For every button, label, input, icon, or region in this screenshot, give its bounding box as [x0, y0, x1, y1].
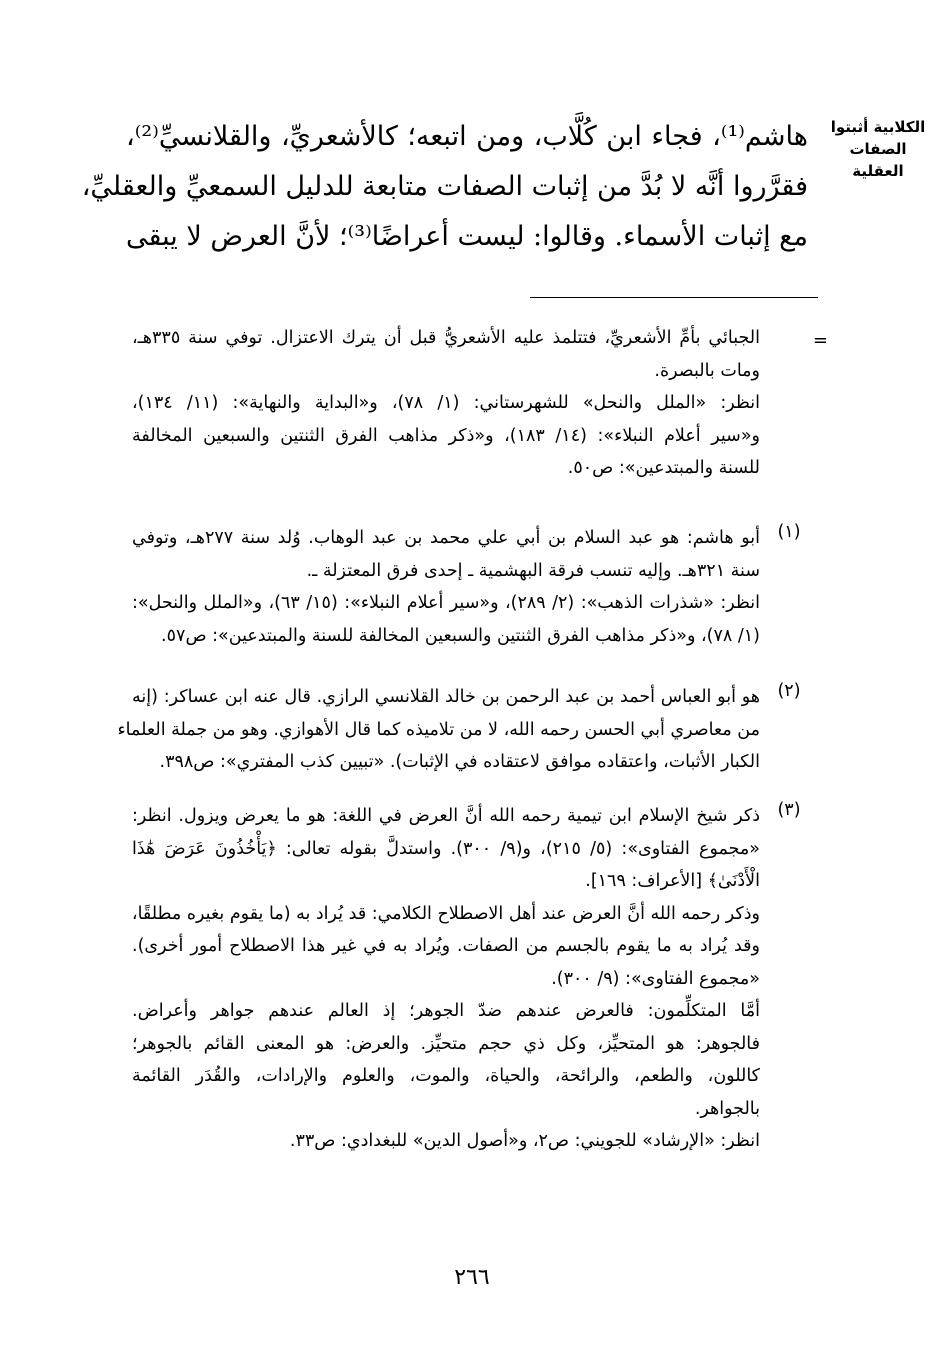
margin-note-line: الصفات العقلية: [849, 140, 907, 180]
continuation-marker: =: [812, 330, 828, 351]
footnote-line: فالجوهر: هو المتحيِّز، وكل ذي حجم متحيِّز. والعرض: هو المعنى القائم بالجوهر؛: [132, 1033, 760, 1054]
footnote-line: «مجموع الفتاوى»: (٥/ ٢١٥)، و(٩/ ٣٠٠). واستدلَّ بقوله تعالى: ﴿يَأْخُذُونَ عَرَضَ هَٰذَا: [132, 838, 761, 859]
footnote-line: «مجموع الفتاوى»: (٩/ ٣٠٠).: [551, 968, 760, 989]
main-text-line: هاشم⁽¹⁾، فجاء ابن كُلَّاب، ومن اتبعه؛ كالأشعريِّ، والقلانسيِّ⁽²⁾،: [126, 121, 808, 152]
footnote-line: للسنة والمبتدعين»: ص٥٠.: [567, 458, 760, 478]
footnote-number: (٢): [777, 681, 801, 701]
page-number: ٢٦٦: [454, 1265, 490, 1290]
footnote-separator: [530, 297, 818, 298]
footnote-line: و«سير أعلام النبلاء»: (١٤/ ١٨٣)، و«ذكر مذاهب الفرق الثنتين والسبعين المخالفة: [132, 425, 760, 446]
footnote-2: [117, 681, 760, 779]
footnote-number: (١): [777, 522, 801, 542]
footnote-line: الْأَدْنَىٰ﴾ [الأعراف: ١٦٩].: [585, 871, 760, 891]
footnote-line: كاللون، والطعم، والرائحة، والحياة، والموت، والعلوم والإرادات، والقُدَر القائمة: [132, 1066, 760, 1086]
footnote-line: الكبار الأثبات، واعتقاده موافق لاعتقاده في الإثبات). «تبيين كذب المفتري»: ص٣٩٨.: [159, 752, 760, 772]
footnote-line: ذكر شيخ الإسلام ابن تيمية رحمه الله أنَّ العرض في اللغة: هو ما يعرض ويزول. انظر:: [132, 806, 760, 826]
main-text-line: مع إثبات الأسماء. وقالوا: ليست أعراضًا⁽³⁾؛ لأنَّ العرض لا يبقى: [125, 221, 808, 252]
footnote-line: انظر: «الإرشاد» للجويني: ص٢، و«أصول الدين» للبغدادي: ص٣٣.: [289, 1131, 760, 1151]
margin-note: [830, 116, 926, 182]
footnote-continued: [132, 322, 760, 485]
footnote-number: (٣): [777, 800, 801, 820]
footnote-line: ومات بالبصرة.: [654, 360, 760, 381]
footnote-line: انظر: «شذرات الذهب»: (٢/ ٢٨٩)، و«سير أعلام النبلاء»: (١٥/ ٦٣)، و«الملل والنحل»:: [132, 593, 760, 613]
footnote-line: (١/ ٧٨)، و«ذكر مذاهب الفرق الثنتين والسبعين المخالفة للسنة والمبتدعين»: ص٥٧.: [161, 625, 760, 646]
footnote-line: أبو هاشم: هو عبد السلام بن أبي علي محمد بن عبد الوهاب. وُلد سنة ٢٧٧هـ، وتوفي: [132, 528, 760, 548]
margin-note-line: الكلابية أثبتوا: [830, 118, 926, 136]
footnote-line: انظر: «الملل والنحل» للشهرستاني: (١/ ٧٨)، و«البداية والنهاية»: (١١/ ١٣٤)،: [132, 393, 761, 413]
footnote-line: من معاصري أبي الحسن رحمه الله، لا من تلاميذه كما قال الأهوازي. وهو من جملة العلماء: [117, 719, 760, 740]
footnote-line: سنة ٣٢١هـ. وإليه تنسب فرقة البهشمية ـ إحدى فرق المعتزلة ـ.: [306, 560, 760, 581]
footnote-line: بالجواهر.: [694, 1098, 760, 1119]
footnote-1: [132, 522, 760, 652]
footnote-line: أمَّا المتكلِّمون: فالعرض عندهم ضدّ الجوهر؛ إذ العالم عندهم جواهر وأعراض.: [132, 1001, 760, 1021]
footnote-line: وقد يُراد به ما يقوم بالجسم من الصفات. ويُراد به في غير هذا الاصطلاح أمور أخرى).: [132, 936, 760, 956]
main-text-line: فقرَّروا أنَّه لا بُدَّ من إثبات الصفات متابعة للدليل السمعيِّ والعقليِّ،: [81, 171, 808, 202]
footnote-line: الجبائي بأمِّ الأشعريِّ، فتتلمذ عليه الأشعريُّ قبل أن يترك الاعتزال. توفي سنة ٣٣٥هـ،: [132, 328, 760, 348]
footnote-line: هو أبو العباس أحمد بن عبد الرحمن بن خالد القلانسي الرازي. قال عنه ابن عساكر: (إنه: [132, 687, 760, 707]
footnote-3: [132, 800, 760, 1158]
main-text: [81, 112, 808, 262]
footnote-line: وذكر رحمه الله أنَّ العرض عند أهل الاصطلاح الكلامي: قد يُراد به (ما يقوم بغيره مطلقًا،: [131, 903, 760, 924]
